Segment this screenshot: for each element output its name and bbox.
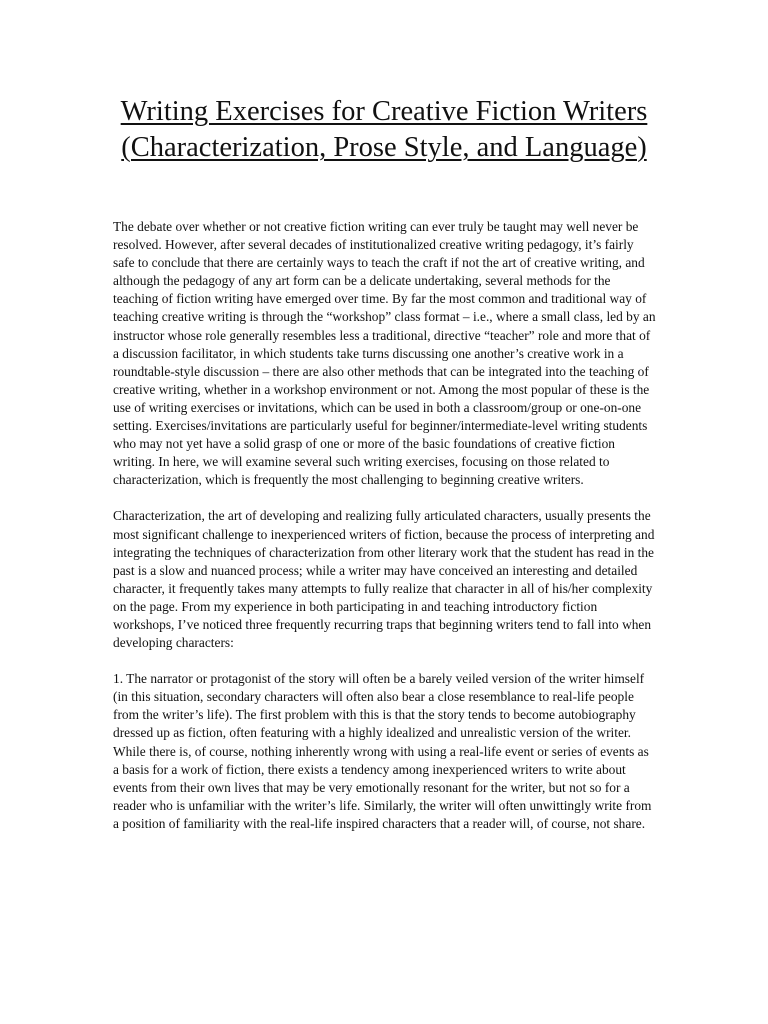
paragraph-intro: The debate over whether or not creative fiction writing can ever truly be taught may well never be resolved. However, after several decades of institutionalized creative writing pedagogy, it’s fairly safe to conclude that there are certainly ways to teach the craft if not the art of creative writing, and although the pedagogy of any art form can be a delicate undertaking, several methods for the teaching of fiction writing have emerged over time. By far the most common and traditional way of teaching creative writing is through the “workshop” class format – i.e., where a small class, led by an instructor whose role generally resembles less a traditional, directive “teacher” role and more that of a discussion facilitator, in which students take turns discussing one another’s creative work in a roundtable-style discussion – there are also other methods that can be integrated into the teaching of creative writing, whether in a workshop environment or not. Among the most popular of these is the use of writing exercises or invitations, which can be used in both a classroom/group or one-on-one setting. Exercises/invitations are particularly useful for beginner/intermediate-level writing students who may not yet have a solid grasp of one or more of the basic foundations of creative fiction writing. In here, we will examine several such writing exercises, focusing on those related to characterization, which is frequently the most challenging to beginning creative writers.: [113, 219, 656, 488]
document-body: [113, 218, 658, 851]
paragraph-trap-one: 1. The narrator or protagonist of the story will often be a barely veiled version of the writer himself (in this situation, secondary characters will often also bear a close resemblance to real-life people from the writer’s life). The first problem with this is that the story tends to become autobiography dressed up as fiction, often featuring with a highly idealized and unrealistic version of the writer. While there is, of course, nothing inherently wrong with using a real-life event or series of events as a basis for a work of fiction, there exists a tendency among inexperienced writers to write about events from their own lives that may be very emotionally resonant for the writer, but not so for a reader who is unfamiliar with the writer’s life. Similarly, the writer will often unwittingly write from a position of familiarity with the real-life inspired characters that a reader will, of course, not share.: [113, 671, 652, 831]
paragraph-characterization: Characterization, the art of developing and realizing fully articulated characters, usually presents the most significant challenge to inexperienced writers of fiction, because the process of interpreting and integrating the techniques of characterization from other literary work that the student has read in the past is a slow and nuanced process; while a writer may have conceived an interesting and detailed character, it frequently takes many attempts to fully realize that character in all of his/her complexity on the page. From my experience in both participating in and teaching introductory fiction workshops, I’ve noticed three frequently recurring traps that beginning writers tend to fall into when developing characters:: [113, 508, 655, 651]
document-title: Writing Exercises for Creative Fiction Writers (Characterization, Prose Style, and Language): [120, 96, 648, 163]
